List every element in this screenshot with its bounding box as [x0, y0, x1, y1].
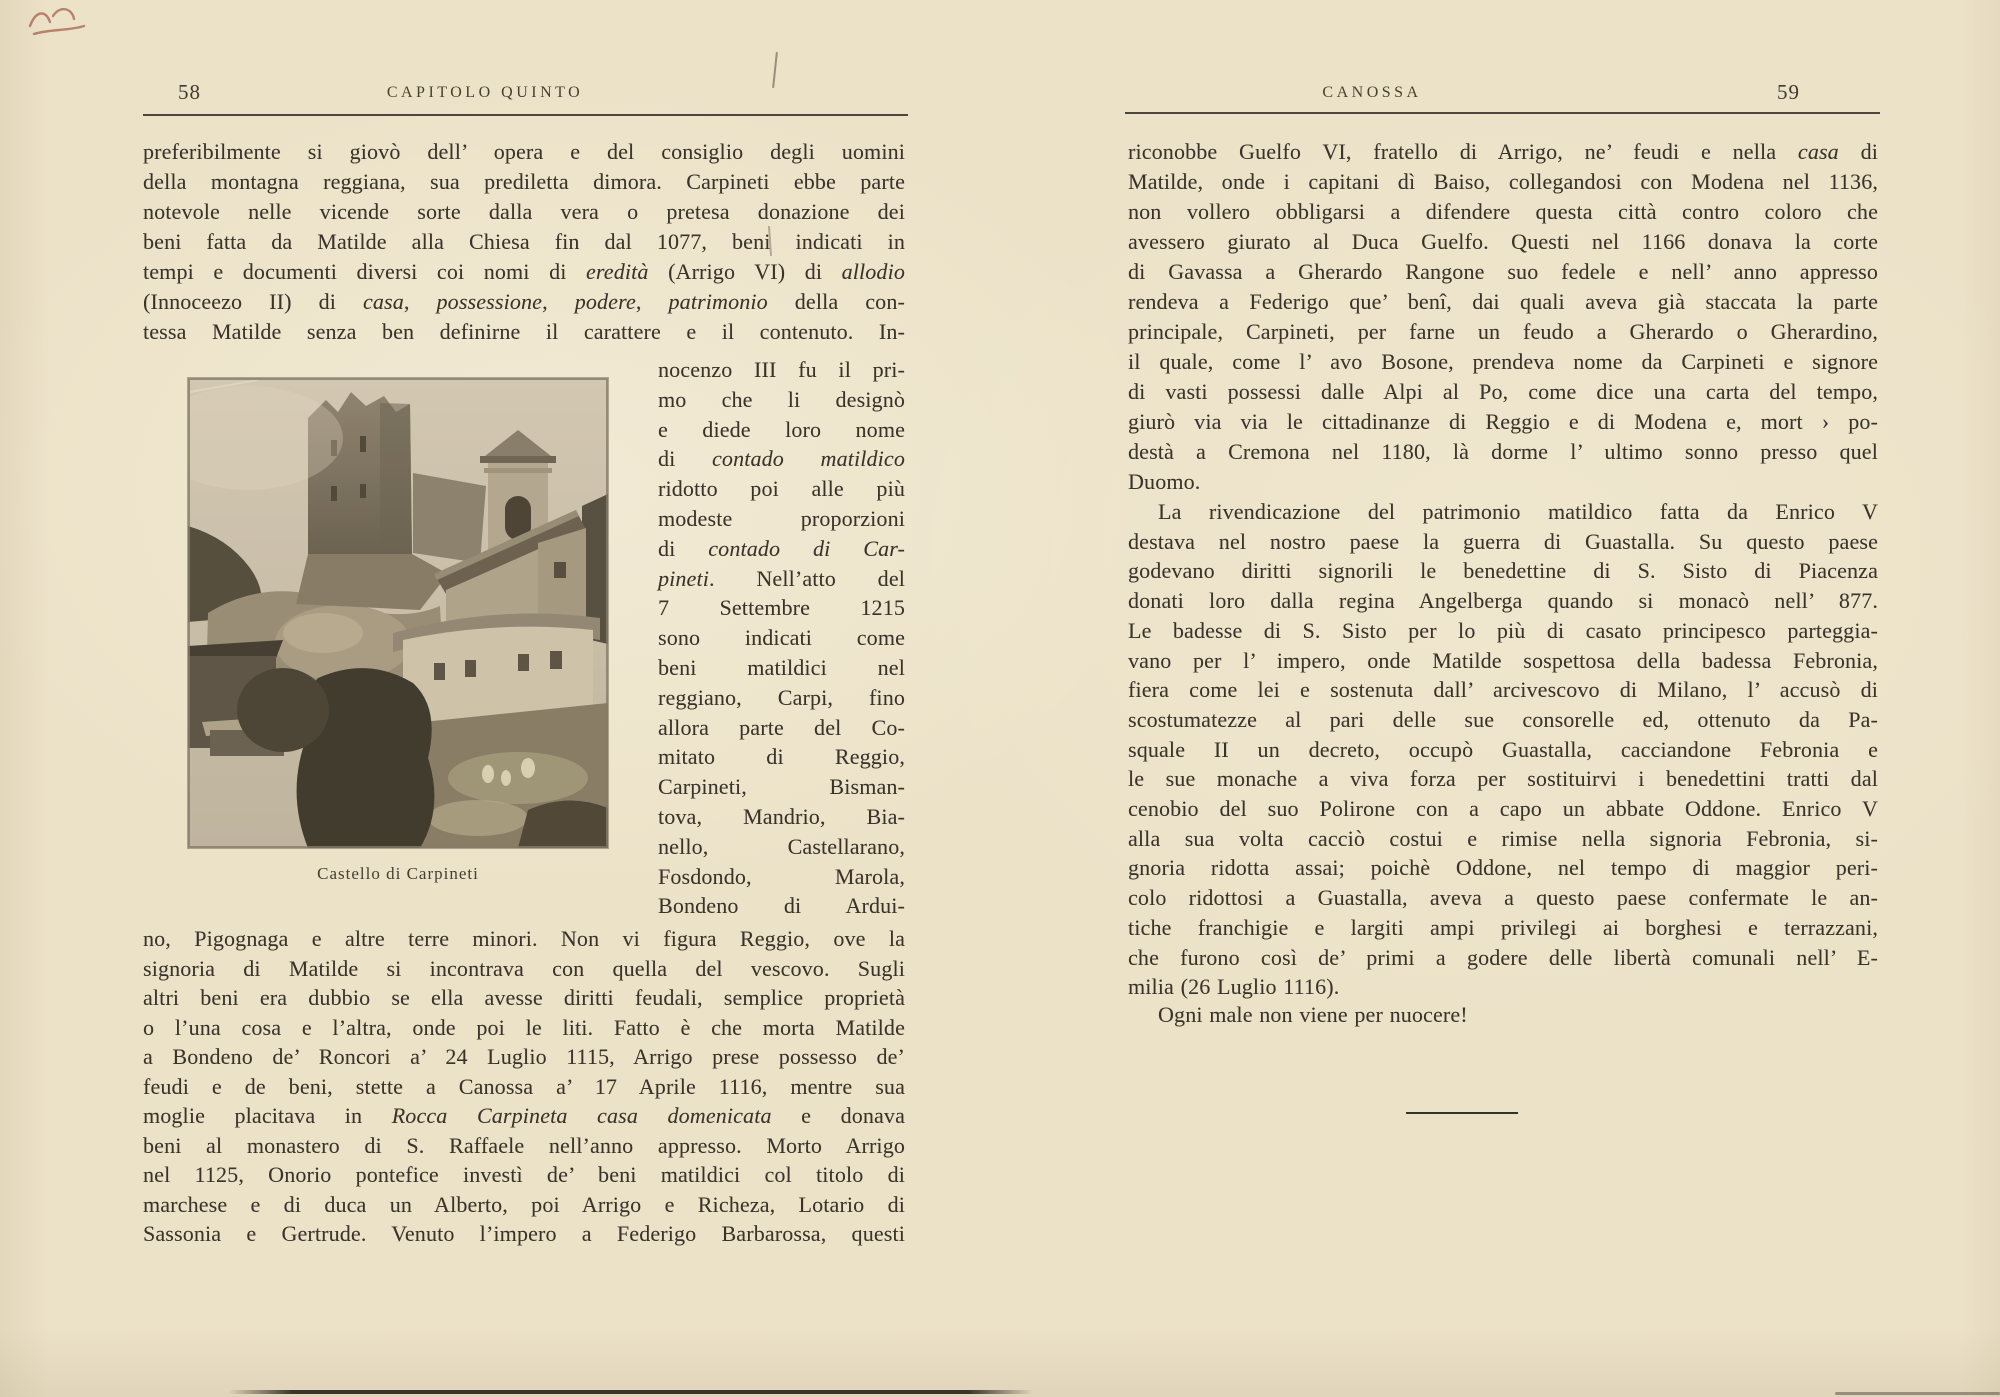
- page-number-right: 59: [1777, 80, 1800, 104]
- text-line: preferibilmente si giovò dell’ opera e del consiglio degli uomini: [143, 139, 905, 164]
- text-line: nello, Castellarano,: [658, 833, 905, 859]
- text-line: che furono così de’ primi a godere delle libertà comunali nell’ E-: [1128, 944, 1878, 970]
- body-paragraph-wrap-column: [658, 355, 905, 921]
- text-line: gnoria ridotta assai; poichè Oddone, nel tempo di maggior peri-: [1128, 855, 1878, 881]
- text-line: Ogni male non viene per nuocere!: [1158, 1002, 1468, 1027]
- text-line: di contado di Car-: [658, 535, 905, 561]
- text-line: tova, Mandrio, Bia-: [658, 803, 905, 829]
- text-line: a Bondeno de’ Roncori a’ 24 Luglio 1115, Arrigo prese possesso de’: [143, 1044, 905, 1069]
- body-paragraph: [1128, 1000, 1878, 1030]
- red-ink-mark: [22, 2, 94, 46]
- text-line: alla sua volta cacciò costui e rimise nella signoria Febronia, si-: [1128, 825, 1878, 851]
- text-line: non vollero obbligarsi a difendere questa città contro coloro che: [1128, 199, 1878, 224]
- text-line: godevano diritti signorili le benedettine di S. Sisto di Piacenza: [1128, 558, 1878, 584]
- text-line: milia (26 Luglio 1116).: [1128, 974, 1340, 1000]
- text-line: Duomo.: [1128, 469, 1201, 494]
- page-number-left: 58: [178, 80, 201, 104]
- text-line: Matilde, onde i capitani dì Baiso, collegandosi con Modena nel 1136,: [1128, 169, 1878, 194]
- text-line: notevole nelle vicende sorte dalla vera o pretesa donazione dei: [143, 199, 905, 224]
- text-line: moglie placitava in Rocca Carpineta casa domenicata e donava: [143, 1103, 905, 1128]
- text-line: di Gavassa a Gherardo Rangone suo fedele e nell’ anno appresso: [1128, 259, 1878, 284]
- running-head-left: CAPITOLO QUINTO: [386, 84, 584, 101]
- castle-photograph: [188, 378, 608, 848]
- text-line: Bondeno di Ardui-: [658, 893, 905, 919]
- photo-caption: Castello di Carpineti: [317, 864, 479, 883]
- text-line: rendeva a Federigo que’ benî, dai quali aveva già staccata la parte: [1128, 289, 1878, 314]
- text-line: o l’una cosa e l’altra, onde poi le liti. Fatto è che morta Matilde: [143, 1014, 905, 1040]
- text-line: sono indicati come: [658, 625, 905, 651]
- text-line: fiera come lei e sostenuta dall’ arcivescovo di Milano, l’ accusò di: [1128, 677, 1878, 703]
- text-line: Fosdondo, Marola,: [658, 863, 905, 889]
- text-line: beni al monastero di S. Raffaele nell’anno appresso. Morto Arrigo: [143, 1132, 905, 1158]
- text-line: colo ridottosi a Guastalla, aveva a questo paese confermate le an-: [1128, 885, 1878, 911]
- section-divider-rule: [1406, 1112, 1518, 1114]
- running-head-right: CANOSSA: [1322, 84, 1422, 101]
- text-line: tessa Matilde senza ben definirne il carattere e il contenuto. In-: [143, 319, 905, 344]
- castle-photo-illustration: [188, 378, 608, 848]
- header-rule-left: [143, 114, 908, 116]
- text-line: signoria di Matilde si incontrava con quella del vescovo. Sugli: [143, 955, 905, 981]
- text-line: beni matildici nel: [658, 654, 905, 680]
- text-line: mitato di Reggio,: [658, 744, 905, 770]
- body-paragraph: [143, 137, 905, 347]
- text-line: marchese e di duca un Alberto, poi Arrigo e Richeza, Lotario di: [143, 1191, 905, 1217]
- text-line: squale II un decreto, occupò Guastalla, cacciandone Febronia e: [1128, 736, 1878, 762]
- text-line: riconobbe Guelfo VI, fratello di Arrigo, ne’ feudi e nella casa di: [1128, 139, 1878, 164]
- text-line: tempi e documenti diversi coi nomi di eredità (Arrigo VI) di allodio: [143, 259, 905, 284]
- text-line: cenobio del suo Polirone con a capo un abbate Oddone. Enrico V: [1128, 796, 1878, 822]
- text-line: Le badesse di S. Sisto per lo più di casato principesco parteggia-: [1128, 617, 1878, 643]
- text-line: Carpineti, Bisman-: [658, 774, 905, 800]
- text-line: feudi e de beni, stette a Canossa a’ 17 Aprile 1116, mentre sua: [143, 1073, 905, 1099]
- text-line: vano per l’ impero, onde Matilde sospettosa della badessa Febronia,: [1128, 647, 1878, 673]
- text-line: mo che li designò: [658, 386, 905, 412]
- text-line: pineti. Nell’atto del: [658, 565, 905, 591]
- text-line: giurò via via le cittadinanze di Reggio e di Modena e, mort › po-: [1128, 409, 1878, 434]
- text-line: (Innoceezo II) di casa, possessione, podere, patrimonio della con-: [143, 289, 905, 314]
- text-line: il quale, come l’ avo Bosone, prendeva nome da Carpineti e signore: [1128, 349, 1878, 374]
- text-line: della montagna reggiana, sua prediletta dimora. Carpineti ebbe parte: [143, 169, 905, 194]
- text-line: ridotto poi alle più: [658, 476, 905, 502]
- text-line: 7 Settembre 1215: [658, 595, 905, 621]
- text-line: scostumatezze al pari delle sue consorelle ed, ottenuto da Pa-: [1128, 706, 1878, 732]
- text-line: e diede loro nome: [658, 416, 905, 442]
- text-line: reggiano, Carpi, fino: [658, 684, 905, 710]
- text-line: nel 1125, Onorio pontefice investì de’ beni matildici col titolo di: [143, 1162, 905, 1187]
- text-line: principale, Carpineti, per farne un feudo a Gherardo o Gherardino,: [1128, 319, 1878, 344]
- body-paragraph: [1128, 137, 1878, 497]
- body-paragraph: [143, 924, 905, 1249]
- text-line: donati loro dalla regina Angelberga quando si monacò nell’ 877.: [1128, 588, 1878, 614]
- text-line: destava nel nostro paese la guerra di Guastalla. Su questo paese: [1128, 528, 1878, 554]
- page-bottom-shadow: [1835, 1392, 2000, 1395]
- page-bottom-shadow: [228, 1390, 1033, 1394]
- text-line: altri beni era dubbio se ella avesse diritti feudali, semplice proprietà: [143, 985, 905, 1010]
- text-line: tiche franchigie e largiti ampi privilegi ai borghesi e terrazzani,: [1128, 914, 1878, 940]
- text-line: nocenzo III fu il pri-: [658, 357, 905, 382]
- text-line: avessero giurato al Duca Guelfo. Questi nel 1166 donava la corte: [1128, 229, 1878, 254]
- body-paragraph: [1128, 497, 1878, 1002]
- text-line: di contado matildico: [658, 446, 905, 472]
- text-line: le sue monache a viva forza per sostituirvi i benedettini tratti dal: [1128, 766, 1878, 792]
- text-line: beni fatta da Matilde alla Chiesa fin dal 1077, beni indicati in: [143, 229, 905, 254]
- text-line: di vasti possessi dalle Alpi al Po, come dice una carta del tempo,: [1128, 379, 1878, 404]
- text-line: no, Pigognaga e altre terre minori. Non vi figura Reggio, ove la: [143, 926, 905, 951]
- gutter-crease-mark: [772, 52, 778, 88]
- text-line: modeste proporzioni: [658, 505, 905, 531]
- text-line: destà a Cremona nel 1180, là dorme l’ ultimo sonno presso quel: [1128, 439, 1878, 464]
- text-line: Sassonia e Gertrude. Venuto l’impero a Federigo Barbarossa, questi: [143, 1221, 905, 1246]
- text-line: allora parte del Co-: [658, 714, 905, 740]
- header-rule-right: [1125, 112, 1880, 114]
- text-line: La rivendicazione del patrimonio matildico fatta da Enrico V: [1158, 499, 1878, 524]
